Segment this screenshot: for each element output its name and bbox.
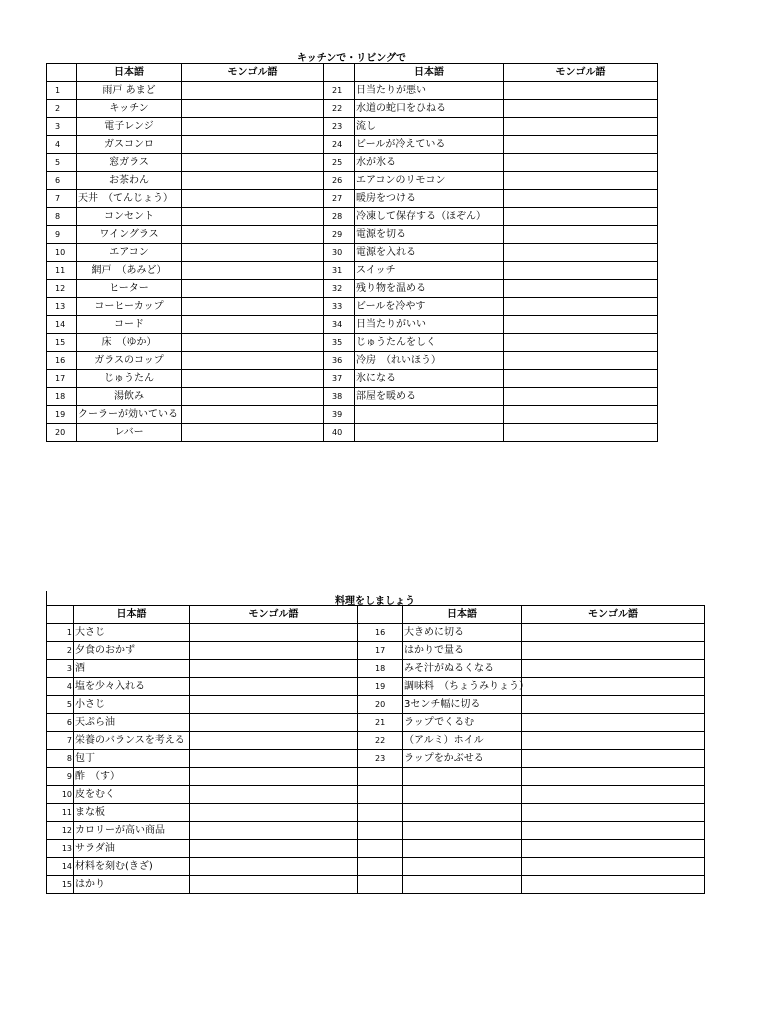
row-number: 8 <box>47 750 74 768</box>
mongolian-answer-cell[interactable] <box>190 696 358 714</box>
row-number: 12 <box>47 280 77 298</box>
japanese-word: エアコンのリモコン <box>355 172 504 190</box>
mongolian-answer-cell[interactable] <box>504 172 658 190</box>
mongolian-answer-cell[interactable] <box>190 732 358 750</box>
mongolian-answer-cell[interactable] <box>504 190 658 208</box>
kitchen-living-table <box>46 63 658 442</box>
mongolian-answer-cell[interactable] <box>522 624 705 642</box>
japanese-word: 冷房 （れいほう） <box>355 352 504 370</box>
table-row <box>47 370 658 388</box>
header-mongolian: モンゴル語 <box>190 606 358 624</box>
japanese-word: まな板 <box>74 804 190 822</box>
mongolian-answer-cell[interactable] <box>190 660 358 678</box>
table-row <box>47 100 658 118</box>
japanese-word <box>403 768 522 786</box>
japanese-word: 暖房をつける <box>355 190 504 208</box>
mongolian-answer-cell[interactable] <box>182 388 324 406</box>
japanese-word: 3センチ幅に切る <box>403 696 522 714</box>
japanese-word <box>403 804 522 822</box>
row-number: 38 <box>324 388 355 406</box>
row-number: 9 <box>47 226 77 244</box>
mongolian-answer-cell[interactable] <box>504 298 658 316</box>
japanese-word <box>355 406 504 424</box>
row-number <box>358 786 403 804</box>
mongolian-answer-cell[interactable] <box>182 298 324 316</box>
table-row <box>47 678 705 696</box>
japanese-word: 大きめに切る <box>403 624 522 642</box>
japanese-word: スイッチ <box>355 262 504 280</box>
table-row <box>47 208 658 226</box>
table-header-row <box>47 64 658 82</box>
japanese-word: 湯飲み <box>77 388 182 406</box>
table-row <box>47 172 658 190</box>
row-number: 20 <box>358 696 403 714</box>
row-number: 30 <box>324 244 355 262</box>
table-row <box>47 388 658 406</box>
japanese-word: ラップをかぶせる <box>403 750 522 768</box>
row-number <box>358 804 403 822</box>
row-number: 29 <box>324 226 355 244</box>
table-row <box>47 334 658 352</box>
row-number: 6 <box>47 714 74 732</box>
row-number: 10 <box>47 786 74 804</box>
row-number: 1 <box>47 624 74 642</box>
japanese-word: 小さじ <box>74 696 190 714</box>
japanese-word: 床 （ゆか） <box>77 334 182 352</box>
header-japanese: 日本語 <box>77 64 182 82</box>
japanese-word <box>403 876 522 894</box>
japanese-word <box>403 840 522 858</box>
mongolian-answer-cell[interactable] <box>522 786 705 804</box>
mongolian-answer-cell[interactable] <box>504 316 658 334</box>
japanese-word: クーラーが効いている <box>77 406 182 424</box>
row-number: 40 <box>324 424 355 442</box>
table-row <box>47 316 658 334</box>
mongolian-answer-cell[interactable] <box>182 154 324 172</box>
row-number: 9 <box>47 768 74 786</box>
row-number: 11 <box>47 804 74 822</box>
row-number: 2 <box>47 642 74 660</box>
japanese-word: 包丁 <box>74 750 190 768</box>
japanese-word: 雨戸 あまど <box>77 82 182 100</box>
japanese-word: 大さじ <box>74 624 190 642</box>
row-number: 10 <box>47 244 77 262</box>
mongolian-answer-cell[interactable] <box>522 876 705 894</box>
table-row <box>47 154 658 172</box>
mongolian-answer-cell[interactable] <box>504 136 658 154</box>
row-number: 21 <box>358 714 403 732</box>
mongolian-answer-cell[interactable] <box>190 858 358 876</box>
row-number: 5 <box>47 696 74 714</box>
japanese-word: ラップでくるむ <box>403 714 522 732</box>
row-number: 39 <box>324 406 355 424</box>
table-row <box>47 406 658 424</box>
table-row <box>47 732 705 750</box>
mongolian-answer-cell[interactable] <box>522 840 705 858</box>
mongolian-answer-cell[interactable] <box>522 732 705 750</box>
japanese-word: ビールを冷やす <box>355 298 504 316</box>
row-number: 16 <box>358 624 403 642</box>
mongolian-answer-cell[interactable] <box>182 82 324 100</box>
row-number: 36 <box>324 352 355 370</box>
japanese-word <box>403 786 522 804</box>
mongolian-answer-cell[interactable] <box>190 822 358 840</box>
mongolian-answer-cell[interactable] <box>522 750 705 768</box>
row-number: 19 <box>47 406 77 424</box>
row-number: 8 <box>47 208 77 226</box>
japanese-word: 水道の蛇口をひねる <box>355 100 504 118</box>
table-row <box>47 750 705 768</box>
mongolian-answer-cell[interactable] <box>182 280 324 298</box>
table-row <box>47 822 705 840</box>
japanese-word: 栄養のバランスを考える <box>74 732 190 750</box>
mongolian-answer-cell[interactable] <box>182 316 324 334</box>
japanese-word: エアコン <box>77 244 182 262</box>
table-row <box>47 136 658 154</box>
row-number: 11 <box>47 262 77 280</box>
japanese-word: カロリーが高い商品 <box>74 822 190 840</box>
mongolian-answer-cell[interactable] <box>504 424 658 442</box>
row-number: 16 <box>47 352 77 370</box>
row-number: 19 <box>358 678 403 696</box>
row-number: 20 <box>47 424 77 442</box>
japanese-word: じゅうたん <box>77 370 182 388</box>
row-number <box>358 858 403 876</box>
header-mongolian: モンゴル語 <box>522 606 705 624</box>
row-number: 14 <box>47 316 77 334</box>
mongolian-answer-cell[interactable] <box>522 804 705 822</box>
mongolian-answer-cell[interactable] <box>504 352 658 370</box>
table-row <box>47 624 705 642</box>
mongolian-answer-cell[interactable] <box>522 660 705 678</box>
row-number: 23 <box>324 118 355 136</box>
row-number: 14 <box>47 858 74 876</box>
header-japanese: 日本語 <box>74 606 190 624</box>
japanese-word: 天井 （てんじょう） <box>77 190 182 208</box>
row-number: 5 <box>47 154 77 172</box>
japanese-word: 材料を刻む(きざ) <box>74 858 190 876</box>
row-number: 6 <box>47 172 77 190</box>
row-number: 25 <box>324 154 355 172</box>
japanese-word: 冷凍して保存する（ほぞん） <box>355 208 504 226</box>
table-row <box>47 660 705 678</box>
row-number: 1 <box>47 82 77 100</box>
row-number: 31 <box>324 262 355 280</box>
mongolian-answer-cell[interactable] <box>504 280 658 298</box>
kitchen-living-title: キッチンで・リビングで <box>296 53 407 64</box>
japanese-word: 残り物を温める <box>355 280 504 298</box>
table-row <box>47 118 658 136</box>
table-row <box>47 226 658 244</box>
mongolian-answer-cell[interactable] <box>522 642 705 660</box>
mongolian-answer-cell[interactable] <box>504 388 658 406</box>
japanese-word: 日当たりがいい <box>355 316 504 334</box>
mongolian-answer-cell[interactable] <box>504 118 658 136</box>
japanese-word: コード <box>77 316 182 334</box>
table-row <box>47 352 658 370</box>
row-number <box>358 768 403 786</box>
row-number: 12 <box>47 822 74 840</box>
mongolian-answer-cell[interactable] <box>504 226 658 244</box>
header-number <box>324 64 355 82</box>
row-number: 2 <box>47 100 77 118</box>
row-number: 15 <box>47 876 74 894</box>
table-row <box>47 280 658 298</box>
japanese-word: コンセント <box>77 208 182 226</box>
japanese-word: 天ぷら油 <box>74 714 190 732</box>
mongolian-answer-cell[interactable] <box>504 208 658 226</box>
table-row <box>47 298 658 316</box>
japanese-word <box>403 858 522 876</box>
row-number: 4 <box>47 136 77 154</box>
row-number: 15 <box>47 334 77 352</box>
mongolian-answer-cell[interactable] <box>190 876 358 894</box>
mongolian-answer-cell[interactable] <box>190 786 358 804</box>
mongolian-answer-cell[interactable] <box>182 136 324 154</box>
mongolian-answer-cell[interactable] <box>182 406 324 424</box>
cooking-table <box>46 605 705 894</box>
japanese-word: 日当たりが悪い <box>355 82 504 100</box>
cooking-title: 料理をしましょう <box>335 596 415 607</box>
table-row <box>47 642 705 660</box>
table-row <box>47 786 705 804</box>
japanese-word: コーヒーカップ <box>77 298 182 316</box>
mongolian-answer-cell[interactable] <box>190 714 358 732</box>
row-number <box>358 876 403 894</box>
header-japanese: 日本語 <box>403 606 522 624</box>
mongolian-answer-cell[interactable] <box>182 244 324 262</box>
mongolian-answer-cell[interactable] <box>504 154 658 172</box>
row-number: 23 <box>358 750 403 768</box>
row-number: 18 <box>47 388 77 406</box>
japanese-word: 皮をむく <box>74 786 190 804</box>
japanese-word: ガラスのコップ <box>77 352 182 370</box>
table-row <box>47 190 658 208</box>
table-row <box>47 768 705 786</box>
mongolian-answer-cell[interactable] <box>190 768 358 786</box>
mongolian-answer-cell[interactable] <box>504 244 658 262</box>
table-row <box>47 714 705 732</box>
japanese-word: 窓ガラス <box>77 154 182 172</box>
row-number: 17 <box>358 642 403 660</box>
table-row <box>47 424 658 442</box>
header-number <box>47 606 74 624</box>
table-row <box>47 82 658 100</box>
table-row <box>47 858 705 876</box>
japanese-word: じゅうたんをしく <box>355 334 504 352</box>
header-japanese: 日本語 <box>355 64 504 82</box>
japanese-word: お茶わん <box>77 172 182 190</box>
mongolian-answer-cell[interactable] <box>182 370 324 388</box>
header-mongolian: モンゴル語 <box>182 64 324 82</box>
mongolian-answer-cell[interactable] <box>182 172 324 190</box>
mongolian-answer-cell[interactable] <box>522 714 705 732</box>
table-row <box>47 262 658 280</box>
mongolian-answer-cell[interactable] <box>182 190 324 208</box>
row-number: 13 <box>47 840 74 858</box>
row-number: 33 <box>324 298 355 316</box>
japanese-word: 水が氷る <box>355 154 504 172</box>
table-row <box>47 840 705 858</box>
japanese-word: ビールが冷えている <box>355 136 504 154</box>
japanese-word: 部屋を暖める <box>355 388 504 406</box>
japanese-word: 電源を入れる <box>355 244 504 262</box>
header-mongolian: モンゴル語 <box>504 64 658 82</box>
mongolian-answer-cell[interactable] <box>190 750 358 768</box>
japanese-word: 網戸 （あみど） <box>77 262 182 280</box>
row-number: 22 <box>358 732 403 750</box>
mongolian-answer-cell[interactable] <box>522 678 705 696</box>
japanese-word: 電子レンジ <box>77 118 182 136</box>
mongolian-answer-cell[interactable] <box>504 370 658 388</box>
japanese-word <box>403 822 522 840</box>
mongolian-answer-cell[interactable] <box>182 352 324 370</box>
row-number: 32 <box>324 280 355 298</box>
mongolian-answer-cell[interactable] <box>182 208 324 226</box>
mongolian-answer-cell[interactable] <box>522 858 705 876</box>
japanese-word: はかり <box>74 876 190 894</box>
japanese-word: みそ汁がぬるくなる <box>403 660 522 678</box>
row-number: 26 <box>324 172 355 190</box>
header-number <box>358 606 403 624</box>
row-number: 35 <box>324 334 355 352</box>
table-header-row <box>47 606 705 624</box>
row-number: 22 <box>324 100 355 118</box>
mongolian-answer-cell[interactable] <box>504 82 658 100</box>
mongolian-answer-cell[interactable] <box>182 100 324 118</box>
mongolian-answer-cell[interactable] <box>190 804 358 822</box>
mongolian-answer-cell[interactable] <box>522 696 705 714</box>
row-number: 7 <box>47 732 74 750</box>
japanese-word: レバー <box>77 424 182 442</box>
mongolian-answer-cell[interactable] <box>504 262 658 280</box>
row-number: 4 <box>47 678 74 696</box>
mongolian-answer-cell[interactable] <box>182 334 324 352</box>
japanese-word: サラダ油 <box>74 840 190 858</box>
mongolian-answer-cell[interactable] <box>182 118 324 136</box>
japanese-word: ガスコンロ <box>77 136 182 154</box>
table-row <box>47 804 705 822</box>
table-row <box>47 244 658 262</box>
row-number: 3 <box>47 660 74 678</box>
row-number: 3 <box>47 118 77 136</box>
japanese-word: （アルミ）ホイル <box>403 732 522 750</box>
japanese-word: はかりで量る <box>403 642 522 660</box>
mongolian-answer-cell[interactable] <box>504 406 658 424</box>
japanese-word: ヒーター <box>77 280 182 298</box>
row-number: 37 <box>324 370 355 388</box>
mongolian-answer-cell[interactable] <box>190 624 358 642</box>
japanese-word: 氷になる <box>355 370 504 388</box>
table-row <box>47 876 705 894</box>
row-number: 7 <box>47 190 77 208</box>
row-number: 34 <box>324 316 355 334</box>
mongolian-answer-cell[interactable] <box>190 642 358 660</box>
mongolian-answer-cell[interactable] <box>182 424 324 442</box>
row-number: 27 <box>324 190 355 208</box>
mongolian-answer-cell[interactable] <box>504 334 658 352</box>
table-row <box>47 696 705 714</box>
mongolian-answer-cell[interactable] <box>182 262 324 280</box>
row-number: 17 <box>47 370 77 388</box>
row-number: 18 <box>358 660 403 678</box>
header-number <box>47 64 77 82</box>
mongolian-answer-cell[interactable] <box>522 768 705 786</box>
japanese-word: 酢 （す） <box>74 768 190 786</box>
mongolian-answer-cell[interactable] <box>522 822 705 840</box>
row-number <box>358 822 403 840</box>
mongolian-answer-cell[interactable] <box>190 840 358 858</box>
japanese-word: 夕食のおかず <box>74 642 190 660</box>
row-number: 13 <box>47 298 77 316</box>
row-number <box>358 840 403 858</box>
japanese-word: 酒 <box>74 660 190 678</box>
japanese-word: 電源を切る <box>355 226 504 244</box>
japanese-word: ワイングラス <box>77 226 182 244</box>
japanese-word <box>355 424 504 442</box>
mongolian-answer-cell[interactable] <box>504 100 658 118</box>
japanese-word: キッチン <box>77 100 182 118</box>
mongolian-answer-cell[interactable] <box>190 678 358 696</box>
japanese-word: 調味料 （ちょうみりょう） <box>403 678 522 696</box>
japanese-word: 塩を少々入れる <box>74 678 190 696</box>
row-number: 21 <box>324 82 355 100</box>
mongolian-answer-cell[interactable] <box>182 226 324 244</box>
row-number: 24 <box>324 136 355 154</box>
japanese-word: 流し <box>355 118 504 136</box>
row-number: 28 <box>324 208 355 226</box>
